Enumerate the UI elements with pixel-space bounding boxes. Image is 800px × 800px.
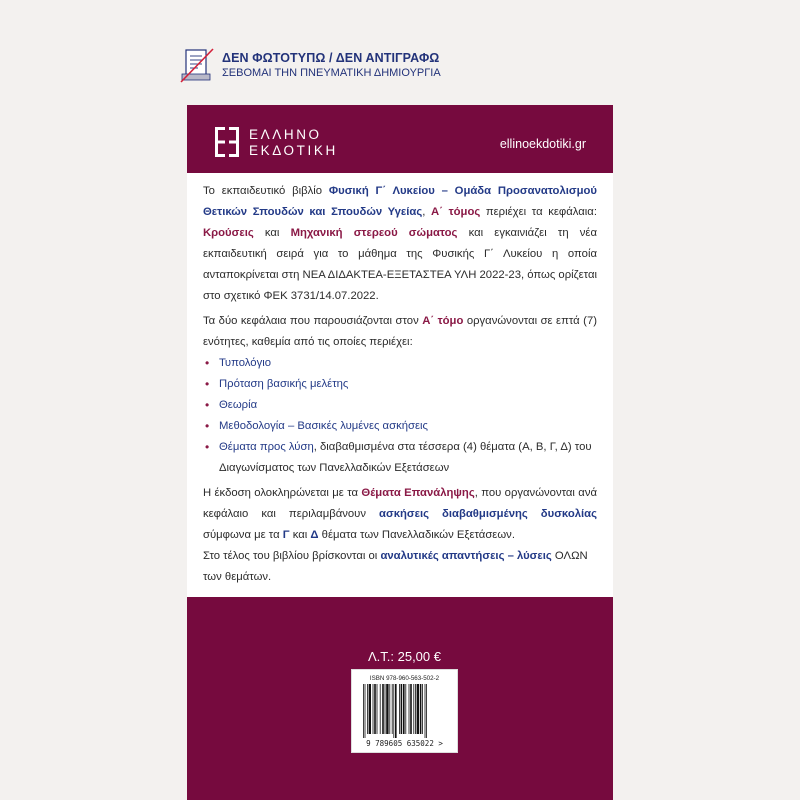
description-panel	[187, 173, 613, 597]
list-item: • Τυπολόγιο	[203, 353, 597, 374]
barcode-bar	[405, 684, 406, 734]
barcode-bar	[401, 684, 403, 734]
barcode-bar	[380, 684, 381, 734]
price-label: Λ.Τ.: 25,00 €	[367, 649, 441, 664]
stamp-line-1: ΔΕΝ ΦΩΤΟΤΥΠΩ / ΔΕΝ ΑΝΤΙΓΡΑΦΩ	[222, 51, 440, 65]
barcode-bar	[382, 684, 384, 734]
barcode-bar	[413, 684, 414, 734]
list-item: • Πρόταση βασικής μελέτης	[203, 374, 597, 395]
barcode-bar	[363, 684, 364, 738]
list-item: • Μεθοδολογία – Βασικές λυμένες ασκήσεις	[203, 416, 597, 437]
barcode-bar	[420, 684, 422, 734]
barcode-bar	[385, 684, 386, 734]
publisher-website: ellinoekdotiki.gr	[499, 137, 586, 151]
no-photocopy-icon	[180, 47, 214, 83]
barcode-bar	[395, 684, 397, 738]
barcode-bar	[410, 684, 412, 734]
barcode-bar	[377, 684, 378, 734]
barcode-digits: 9 789605 635022 >	[366, 739, 443, 748]
back-cover	[187, 105, 613, 800]
barcode-bars	[357, 684, 454, 740]
list-item: • Θεωρία	[203, 395, 597, 416]
isbn-barcode	[351, 669, 458, 753]
barcode-bar	[415, 684, 416, 734]
barcode-bar	[389, 684, 390, 734]
barcode-bar	[369, 684, 371, 734]
contents-list	[203, 353, 597, 479]
barcode-bar	[367, 684, 368, 734]
stamp-line-2: ΣΕΒΟΜΑΙ ΤΗΝ ΠΝΕΥΜΑΤΙΚΗ ΔΗΜΙΟΥΡΓΙΑ	[222, 67, 441, 79]
barcode-bar	[399, 684, 400, 734]
ellino-ekdotiki-logo-icon	[215, 127, 239, 157]
barcode-bar	[393, 684, 394, 738]
barcode-bar	[422, 684, 423, 734]
barcode-bar	[392, 684, 393, 734]
description-paragraph-2: Τα δύο κεφάλαια που παρουσιάζονται στον Α΄ τόμο οργανώνονται σε επτά (7) ενότητες, καθεμία από τις οποίες περιέχει:	[203, 315, 597, 348]
copyright-stamp	[180, 47, 440, 89]
barcode-bar	[403, 684, 405, 734]
barcode-bar	[417, 684, 419, 734]
barcode-bar	[425, 684, 426, 738]
barcode-bar	[373, 684, 374, 734]
barcode-bar	[365, 684, 366, 738]
barcode-bar	[374, 684, 376, 734]
list-item: • Θέματα προς λύση, διαβαθμισμένα στα τέσσερα (4) θέματα (Α, Β, Γ, Δ) του Διαγωνίσματος των Πανελλαδικών Εξετάσεων	[203, 437, 597, 479]
barcode-bar	[426, 684, 427, 738]
barcode-bar	[409, 684, 410, 734]
barcode-bar	[386, 684, 388, 734]
description-paragraph-4: Στο τέλος του βιβλίου βρίσκονται οι αναλυτικές απαντήσεις – λύσεις ΟΛΩΝ των θεμάτων.	[203, 550, 588, 583]
publisher-name-line-1: ΕΛΛΗΝΟ	[249, 127, 322, 142]
isbn-label: ISBN 978-960-563-502-2	[369, 675, 440, 682]
description-paragraph-3: Η έκδοση ολοκληρώνεται με τα Θέματα Επανάληψης, που οργανώνονται ανά κεφάλαιο και περιλαμβάνουν ασκήσεις διαβαθμισμένης δυσκολίας σύμφωνα με τα Γ και Δ θέματα των Πανελλαδικών Εξετάσεων.	[203, 487, 598, 541]
publisher-name-line-2: ΕΚΔΟΤΙΚΗ	[249, 143, 338, 158]
description-paragraph-1: Το εκπαιδευτικό βιβλίο Φυσική Γ΄ Λυκείου – Ομάδα Προσανατολισμού Θετικών Σπουδών και Σπουδών Υγείας, Α΄ τόμος περιέχει τα κεφάλαια: Κρούσεις και Μηχανική στερεού σώματος και εγκαινιάζει τη νέα εκπαιδευτική σειρά για το μάθημα της Φυσικής Γ΄ Λυκείου η οποία ανταποκρίνεται στη ΝΕΑ ΔΙΔΑΚΤΕΑ-ΕΞΕΤΑΣΤΕΑ ΥΛΗ 2022-23, όπως ορίζεται στο σχετικό ΦΕΚ 3731/14.07.2022.	[203, 185, 597, 302]
